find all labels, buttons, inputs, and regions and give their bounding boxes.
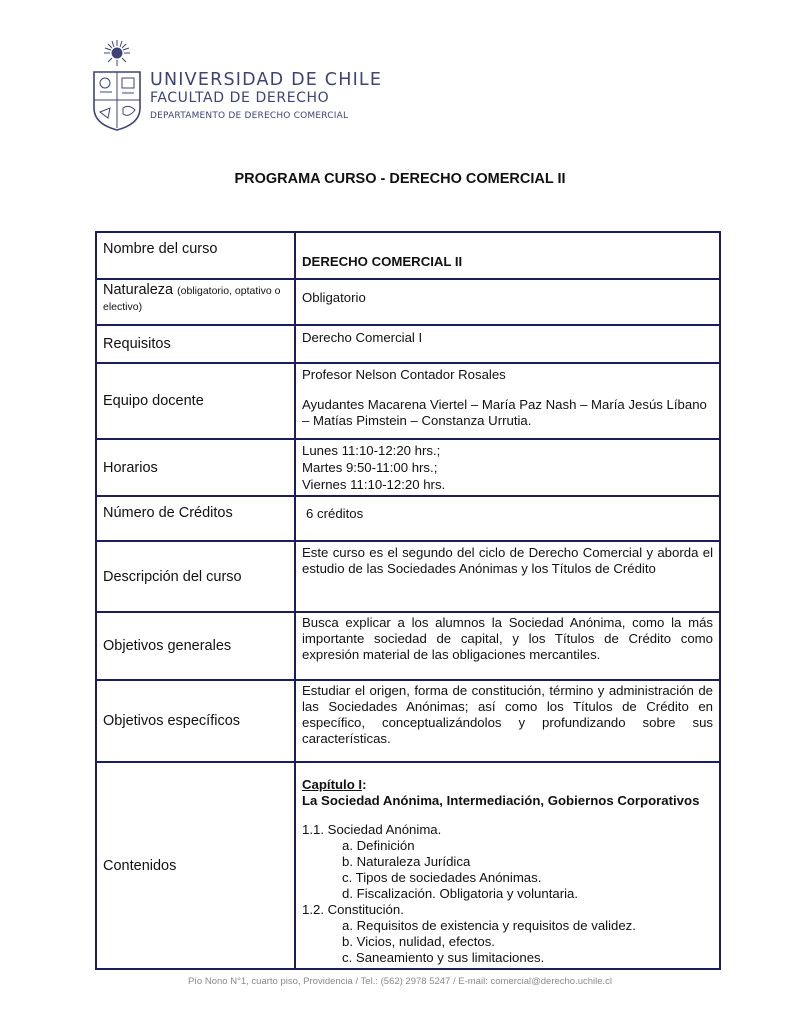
horario-line: Lunes 11:10-12:20 hrs.; (302, 443, 441, 458)
label-descripcion: Descripción del curso (96, 541, 295, 612)
content-item: c. Tipos de sociedades Anónimas. (342, 870, 542, 885)
content-item: b. Vicios, nulidad, efectos. (342, 934, 495, 949)
chapter-heading (302, 777, 713, 793)
label-naturaleza-note: (obligatorio, optativo o electivo) (103, 285, 281, 313)
label-naturaleza: Naturaleza (103, 282, 174, 298)
university-seal-logo (88, 38, 146, 132)
chapter-title: La Sociedad Anónima, Intermediación, Gobiernos Corporativos (302, 793, 700, 808)
value-creditos: 6 créditos (295, 496, 720, 541)
label-obj-especificos: Objetivos específicos (96, 680, 295, 762)
label-nombre: Nombre del curso (96, 232, 295, 279)
value-obj-especificos: Estudiar el origen, forma de constitución, término y administración de las Sociedades Anónimas; así como los Títulos de Crédito en específico, conceptualizándolos y profundizando sobre sus características. (295, 680, 720, 762)
department-name: DEPARTAMENTO DE DERECHO COMERCIAL (150, 111, 349, 121)
value-obj-generales: Busca explicar a los alumnos la Sociedad Anónima, como la más importante sociedad de capital, y los Títulos de Crédito como expresión material de las obligaciones mercantiles. (295, 612, 720, 680)
chapter-label: Capítulo I (302, 777, 363, 792)
value-contenidos-cell (295, 762, 720, 969)
row-obj-generales (96, 612, 720, 680)
content-item: 1.2. Constitución. (302, 902, 404, 917)
label-equipo: Equipo docente (96, 363, 295, 439)
footer-contact: Pío Nono N°1, cuarto piso, Providencia / Tel.: (562) 2978 5247 / E-mail: comercial@derecho.uchile.cl (187, 976, 613, 987)
row-nombre (96, 232, 720, 279)
row-horarios (96, 439, 720, 496)
label-requisitos: Requisitos (96, 325, 295, 363)
value-requisitos: Derecho Comercial I (295, 325, 720, 363)
value-profesor: Profesor Nelson Contador Rosales (302, 367, 506, 382)
row-naturaleza (96, 279, 720, 325)
row-requisitos (96, 325, 720, 363)
value-naturaleza: Obligatorio (295, 279, 720, 325)
label-creditos: Número de Créditos (96, 496, 295, 541)
content-item: 1.1. Sociedad Anónima. (302, 822, 442, 837)
value-equipo-cell (295, 363, 720, 439)
row-creditos (96, 496, 720, 541)
row-obj-especificos (96, 680, 720, 762)
label-naturaleza-cell (96, 279, 295, 325)
content-item: b. Naturaleza Jurídica (342, 854, 471, 869)
label-horarios: Horarios (96, 439, 295, 496)
chapter-colon: : (362, 777, 367, 792)
label-obj-generales: Objetivos generales (96, 612, 295, 680)
content-item: d. Fiscalización. Obligatoria y voluntaria. (342, 886, 579, 901)
content-item: c. Saneamiento y sus limitaciones. (342, 950, 545, 965)
content-item: a. Definición (342, 838, 415, 853)
document-title: PROGRAMA CURSO - DERECHO COMERCIAL II (234, 171, 566, 187)
label-contenidos: Contenidos (96, 762, 295, 969)
content-item: a. Requisitos de existencia y requisitos de validez. (342, 918, 636, 933)
value-descripcion: Este curso es el segundo del ciclo de Derecho Comercial y aborda el estudio de las Sociedades Anónimas y los Títulos de Crédito (295, 541, 720, 612)
course-table (95, 231, 721, 970)
faculty-name: FACULTAD DE DERECHO (150, 90, 330, 106)
row-equipo (96, 363, 720, 439)
value-ayudantes: Ayudantes Macarena Viertel – María Paz Nash – María Jesús Líbano – Matías Pimstein – Constanza Urrutia. (302, 397, 707, 428)
row-contenidos (96, 762, 720, 969)
value-nombre: DERECHO COMERCIAL II (295, 232, 720, 279)
row-descripcion (96, 541, 720, 612)
value-horarios-cell (295, 439, 720, 496)
horario-line: Viernes 11:10-12:20 hrs. (302, 477, 446, 492)
university-name: UNIVERSIDAD DE CHILE (150, 70, 383, 90)
horario-line: Martes 9:50-11:00 hrs.; (302, 460, 438, 475)
